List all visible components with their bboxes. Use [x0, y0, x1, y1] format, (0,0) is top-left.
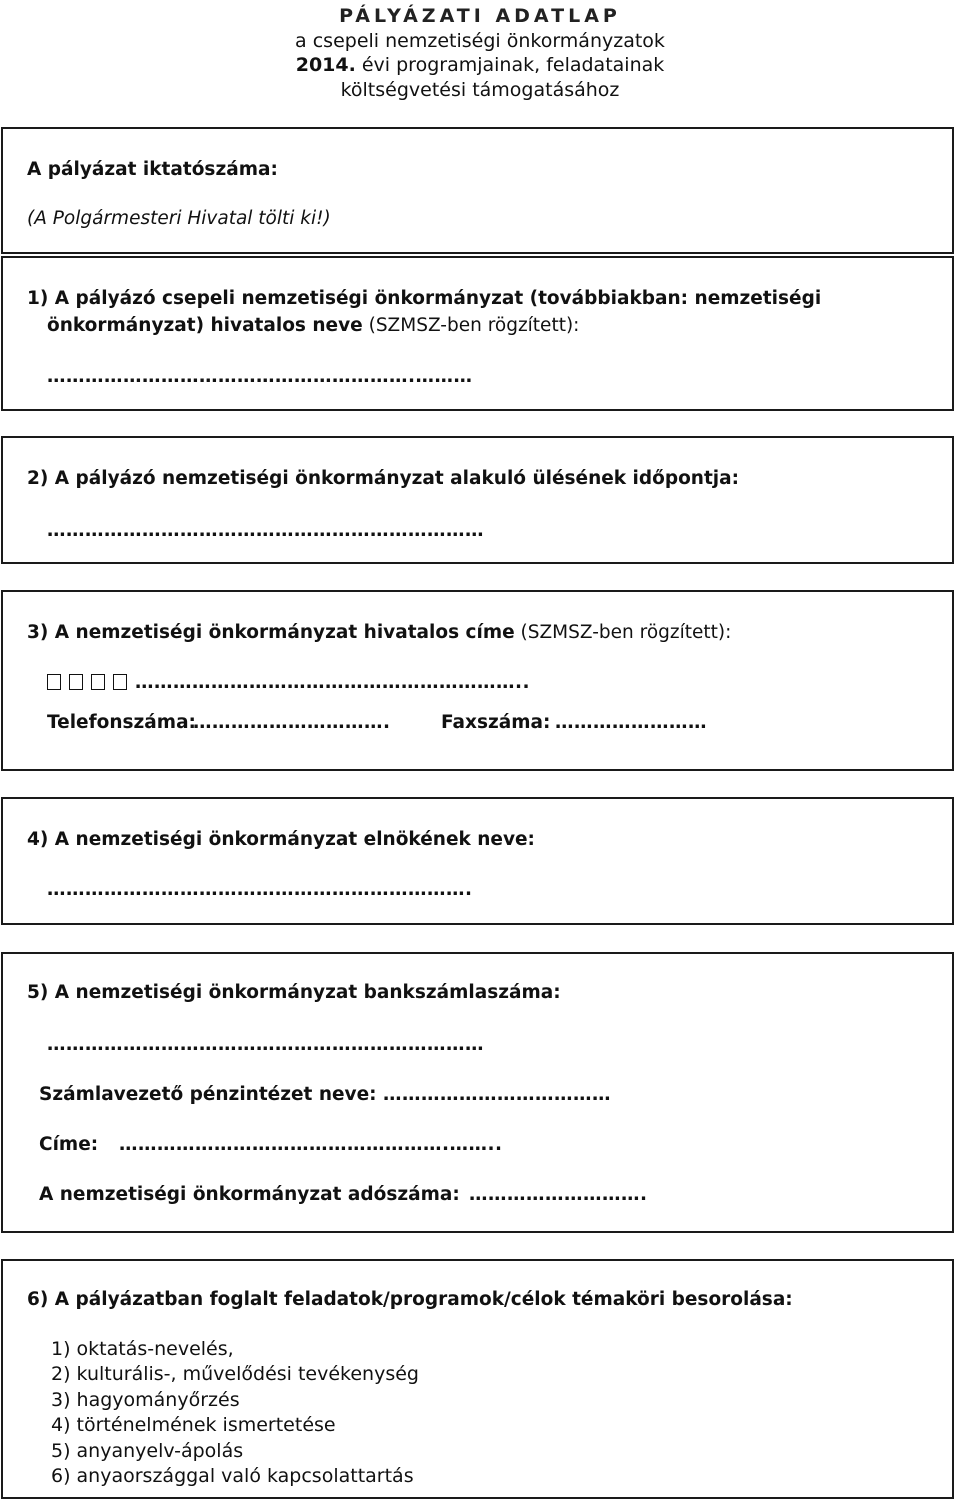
phone-field[interactable]: ………………………….: [193, 712, 391, 733]
section-4-box: [1, 797, 954, 925]
tax-number-field[interactable]: ……………………….: [469, 1184, 648, 1205]
list-item[interactable]: 5) anyanyelv-ápolás: [51, 1439, 244, 1462]
list-item[interactable]: 6) anyaországgal való kapcsolattartás: [51, 1465, 414, 1488]
fax-label: Faxszáma:: [441, 712, 551, 733]
bank-address-label: Címe:: [39, 1134, 99, 1155]
registration-box: [1, 127, 954, 254]
subtitle-line-3: költségvetési támogatásához: [340, 78, 620, 101]
postal-code-box-icon[interactable]: [69, 674, 83, 690]
address-field[interactable]: ……………………………………………………..: [135, 672, 531, 693]
official-name-field[interactable]: ………………………………………………….………: [47, 366, 473, 387]
subtitle-line-1: a csepeli nemzetiségi önkormányzatok: [295, 29, 665, 52]
list-item[interactable]: 3) hagyományőrzés: [51, 1388, 240, 1411]
section-5-box: [1, 952, 954, 1233]
section-4-label: 4) A nemzetiségi önkormányzat elnökének neve:: [27, 829, 535, 850]
form-header: [0, 4, 960, 102]
section-3-label: 3) A nemzetiségi önkormányzat hivatalos címe (SZMSZ-ben rögzített):: [27, 622, 732, 643]
president-name-field[interactable]: ………………………………………………………….: [47, 879, 473, 900]
section-1-box: [1, 256, 954, 411]
section-5-label: 5) A nemzetiségi önkormányzat bankszámlaszáma:: [27, 982, 561, 1003]
fax-field[interactable]: ……………………: [555, 712, 707, 733]
bank-address-field[interactable]: …………………………………………….……..: [119, 1134, 503, 1155]
tax-number-label: A nemzetiségi önkormányzat adószáma:: [39, 1184, 460, 1205]
section-6-box: [1, 1259, 954, 1499]
inaugural-date-field[interactable]: ……………………………………………………………: [47, 520, 484, 541]
section-1-label-line-1: 1) A pályázó csepeli nemzetiségi önkormányzat (továbbiakban: nemzetiségi: [27, 288, 822, 309]
postal-code-box-icon[interactable]: [91, 674, 105, 690]
topic-list: [51, 1337, 419, 1489]
postal-code-box-icon[interactable]: [113, 674, 127, 690]
postal-code-box-icon[interactable]: [47, 674, 61, 690]
section-2-label: 2) A pályázó nemzetiségi önkormányzat alakuló ülésének időpontja:: [27, 468, 740, 489]
form-title: PÁLYÁZATI ADATLAP: [339, 5, 621, 27]
registration-note: (A Polgármesteri Hivatal tölti ki!): [27, 208, 331, 229]
list-item[interactable]: 4) történelmének ismertetése: [51, 1414, 336, 1437]
bank-name-field[interactable]: ………………………………: [383, 1084, 611, 1105]
list-item[interactable]: 1) oktatás-nevelés,: [51, 1338, 234, 1360]
section-2-box: [1, 436, 954, 564]
registration-label: A pályázat iktatószáma:: [27, 159, 278, 180]
bank-account-field[interactable]: ……………………………………………………………: [47, 1034, 484, 1055]
year: 2014.: [295, 54, 356, 76]
section-3-box: [1, 590, 954, 771]
bank-name-label: Számlavezető pénzintézet neve:: [39, 1084, 377, 1105]
phone-label: Telefonszáma:: [47, 712, 196, 733]
list-item[interactable]: 2) kulturális-, művelődési tevékenység: [51, 1363, 419, 1386]
section-6-label: 6) A pályázatban foglalt feladatok/programok/célok témaköri besorolása:: [27, 1289, 793, 1310]
section-1-label-line-2: önkormányzat) hivatalos neve (SZMSZ-ben rögzített):: [47, 315, 580, 336]
address-field-row: [47, 672, 530, 693]
subtitle-line-2: 2014. évi programjainak, feladatainak: [295, 54, 665, 76]
